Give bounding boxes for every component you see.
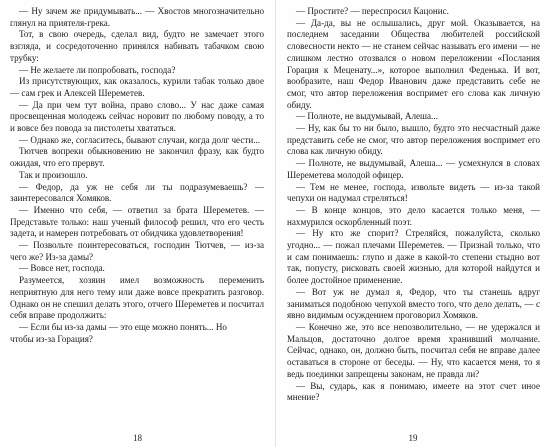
paragraph: — В конце концов, это дело касается только меня, — нахмурился оскорбленный поэт. bbox=[287, 204, 540, 227]
right-page bbox=[275, 0, 550, 447]
right-page-text bbox=[287, 6, 540, 404]
paragraph: — Простите? — переспросил Кацонис. bbox=[296, 6, 449, 16]
paragraph: чтобы из-за Горация? bbox=[10, 333, 93, 344]
paragraph: Из присутствующих, как оказалось, курили табак только двое — сам грек и Алексей Шереметев. bbox=[10, 76, 264, 98]
paragraph: — Да при чем тут война, право слово... У нас даже самая просвещенная молодежь сейчас норовит по любому поводу, а то и вовсе без повода за пистолеты хвататься. bbox=[10, 99, 264, 134]
paragraph: — Ну зачем же придумывать... — Хвостов многозначительно глянул на приятеля-грека. bbox=[10, 6, 264, 28]
paragraph: — Полноте, не выдумывай, Алеша... bbox=[296, 111, 438, 122]
paragraph: Тютчев вопреки обыкновению не закончил фразу, как будто ожидая, что его прервут. bbox=[10, 146, 264, 169]
paragraph: Разумеется, хозяин имел возможность переменить неприятную для него тему или даже вовсе прекратить разговор. Однако он не спешил делать этого, отчего Шереметев и посчитал себя вправе продолжить: bbox=[10, 275, 264, 321]
paragraph: — Если бы из-за дамы — это еще можно понять... Но bbox=[19, 321, 227, 332]
paragraph: — Не желаете ли попробовать, господа? bbox=[19, 64, 176, 75]
paragraph: — Полноте, не выдумывай, Алеша... — усмехнулся в словах Шереметева молодой офицер. bbox=[287, 158, 540, 180]
paragraph: — Вот уж не думал я, Федор, что ты станешь вдруг заниматься подобною чепухой вместо того, что дело делать, — с явно видимым осуждением проговорил Хомяков. bbox=[287, 286, 540, 321]
paragraph: — Да-да, вы не ослышались, друг мой. Оказывается, на последнем заседании Общества любителей российской словесности некто — не станем сейчас называть его имени — не слишком лестно отозвался о новом переложении «Послания Горация к Меценату...», которое выполнил Феденька. И вот, вообразите, наш Федор Иванович даже представить себе не смог, что автор переложения воспримет его слова как личную обиду. bbox=[287, 17, 540, 110]
left-page-text bbox=[10, 6, 264, 345]
paragraph: — Тем не менее, господа, извольте видеть — из-за такой чепухи он надумал стреляться! bbox=[287, 181, 540, 204]
paragraph: — Конечно же, это все непозволительно, — не удержался и Мальцов, достаточно долгое время хранивший молчание. Сейчас, однако, он, должно быть, посчитал себя не вправе далее оставаться в стороне от беседы. — Ну, что касается меня, то я ведь поединки запрещены законам, не правда ли? bbox=[287, 321, 540, 379]
paragraph: — Федор, да уж не себя ли ты подразумеваешь? — заинтересовался Хомяков. bbox=[10, 181, 264, 204]
paragraph: — Позвольте поинтересоваться, господин Тютчев, — из-за чего же? Из-за дамы? bbox=[10, 240, 264, 262]
paragraph: — Ну, как бы то ни было, вышло, будто это несчастный даже представить себе не смог, что автор переложения воспримет его слова как личную обиду. bbox=[287, 123, 540, 157]
paragraph: — Вы, сударь, как я понимаю, имеете на этот счет иное мнение? bbox=[287, 380, 540, 403]
page-number: 18 bbox=[133, 433, 142, 443]
paragraph: Тот, в свою очередь, сделал вид, будто не замечает этого взгляда, и сосредоточенно принялся набивать табачком свою трубку: bbox=[10, 29, 264, 63]
page-number: 19 bbox=[408, 433, 418, 443]
paragraph: — Именно что себя, — ответил за брата Шереметев. — Представьте только: наш ученый философ решил, что его честь задета, и намерен потребовать от обидчика удовлетворения! bbox=[10, 204, 264, 239]
paragraph: — Ну кто же спорит? Стреляйся, пожалуйста, сколько угодно... — пожал плечами Шереметев. — Признай только, что и сам понимаешь: глупо и даже в какой-то степени стыдно вот так, попусту, рисковать своей жизнью, для которой найдутся и более достойное применение. bbox=[287, 228, 540, 286]
paragraph: Так и произошло. bbox=[19, 169, 88, 180]
paragraph: — Вовсе нет, господа. bbox=[19, 263, 105, 274]
paragraph: — Однако же, согласитесь, бывают случаи, когда долг чести... bbox=[19, 134, 261, 145]
